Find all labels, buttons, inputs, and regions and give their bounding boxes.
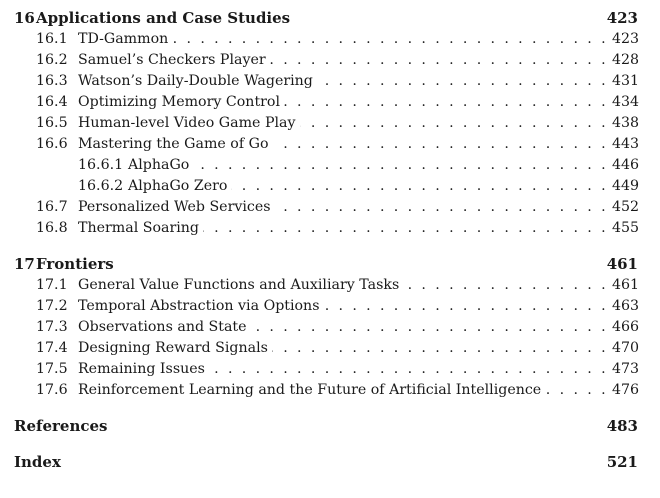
section-page: 443	[612, 136, 640, 152]
section-number: 16.1	[36, 31, 68, 47]
dot-leader	[323, 296, 608, 317]
section-title: TD-Gammon	[78, 31, 169, 47]
dot-leader	[231, 176, 608, 197]
section-page: 473	[612, 361, 640, 377]
section-title: Human-level Video Game Play	[78, 115, 296, 131]
toc-entry-17-5[interactable]	[14, 359, 638, 380]
toc-entry-16-1[interactable]	[14, 29, 638, 50]
section-page: 431	[612, 73, 640, 89]
toc-entry-16-2[interactable]	[14, 50, 638, 71]
section-number: 17.1	[36, 277, 68, 293]
chapter-page: 423	[606, 9, 638, 27]
dot-leader	[172, 29, 608, 50]
section-title: Reinforcement Learning and the Future of Artificial Intelligence	[78, 382, 542, 398]
spacer	[14, 239, 638, 254]
section-title: Mastering the Game of Go	[78, 136, 269, 152]
section-number: 16.5	[36, 115, 68, 131]
section-page: 452	[612, 199, 640, 215]
toc-entry-16-5[interactable]	[14, 113, 638, 134]
chapter-17-heading[interactable]	[14, 254, 638, 275]
section-number: 16.3	[36, 73, 68, 89]
dot-leader	[273, 134, 609, 155]
dot-leader	[193, 155, 608, 176]
subsection-title: AlphaGo	[128, 157, 190, 173]
dot-leader	[272, 338, 608, 359]
section-title: Personalized Web Services	[78, 199, 271, 215]
section-number: 17.6	[36, 382, 68, 398]
dot-leader	[270, 50, 608, 71]
section-number: 16.7	[36, 199, 68, 215]
index-page: 521	[606, 453, 638, 471]
chapter-title: Frontiers	[36, 255, 114, 273]
subsection-page: 449	[612, 178, 640, 194]
section-page: 438	[612, 115, 640, 131]
toc-entry-17-2[interactable]	[14, 296, 638, 317]
subsection-title: AlphaGo Zero	[128, 178, 228, 194]
section-title: Optimizing Memory Control	[78, 94, 281, 110]
section-number: 17.5	[36, 361, 68, 377]
section-title: Designing Reward Signals	[78, 340, 268, 356]
section-title: Observations and State	[78, 319, 247, 335]
chapter-page: 461	[606, 255, 638, 273]
toc-entry-16-7[interactable]	[14, 197, 638, 218]
section-number: 16.6	[36, 136, 68, 152]
dot-leader	[317, 71, 608, 92]
chapter-number: 17	[14, 255, 35, 273]
section-number: 16.4	[36, 94, 68, 110]
section-page: 423	[612, 31, 640, 47]
dot-leader	[545, 380, 608, 401]
toc-entry-16-8[interactable]	[14, 218, 638, 239]
section-page: 434	[612, 94, 640, 110]
section-page: 470	[612, 340, 640, 356]
table-of-contents	[14, 8, 638, 473]
references-title: References	[14, 417, 108, 435]
section-title: General Value Functions and Auxiliary Tasks	[78, 277, 400, 293]
section-title: Thermal Soaring	[78, 220, 199, 236]
chapter-16-heading[interactable]	[14, 8, 638, 29]
toc-entry-17-6[interactable]	[14, 380, 638, 401]
subsection-page: 446	[612, 157, 640, 173]
spacer	[14, 401, 638, 416]
section-page: 428	[612, 52, 640, 68]
dot-leader	[284, 92, 608, 113]
subsection-number: 16.6.1	[78, 157, 124, 173]
toc-entry-16-6-1[interactable]	[14, 155, 638, 176]
section-page: 461	[612, 277, 640, 293]
section-number: 16.8	[36, 220, 68, 236]
dot-leader	[209, 359, 608, 380]
dot-leader	[300, 113, 608, 134]
toc-entry-17-4[interactable]	[14, 338, 638, 359]
toc-entry-17-3[interactable]	[14, 317, 638, 338]
toc-entry-16-3[interactable]	[14, 71, 638, 92]
section-page: 466	[612, 319, 640, 335]
subsection-number: 16.6.2	[78, 178, 124, 194]
toc-entry-16-6-2[interactable]	[14, 176, 638, 197]
dot-leader	[203, 218, 608, 239]
references-page: 483	[606, 417, 638, 435]
section-number: 16.2	[36, 52, 68, 68]
section-page: 455	[612, 220, 640, 236]
chapter-title: Applications and Case Studies	[36, 9, 291, 27]
section-number: 17.2	[36, 298, 68, 314]
dot-leader	[275, 197, 608, 218]
section-number: 17.3	[36, 319, 68, 335]
section-page: 476	[612, 382, 640, 398]
toc-entry-17-1[interactable]	[14, 275, 638, 296]
section-title: Samuel’s Checkers Player	[78, 52, 266, 68]
toc-entry-16-6[interactable]	[14, 134, 638, 155]
index-heading[interactable]	[14, 452, 638, 473]
dot-leader	[403, 275, 608, 296]
dot-leader	[251, 317, 608, 338]
spacer	[14, 437, 638, 452]
section-page: 463	[612, 298, 640, 314]
references-heading[interactable]	[14, 416, 638, 437]
section-title: Watson’s Daily-Double Wagering	[78, 73, 313, 89]
chapter-number: 16	[14, 9, 35, 27]
index-title: Index	[14, 453, 61, 471]
section-number: 17.4	[36, 340, 68, 356]
toc-entry-16-4[interactable]	[14, 92, 638, 113]
section-title: Remaining Issues	[78, 361, 205, 377]
section-title: Temporal Abstraction via Options	[78, 298, 320, 314]
